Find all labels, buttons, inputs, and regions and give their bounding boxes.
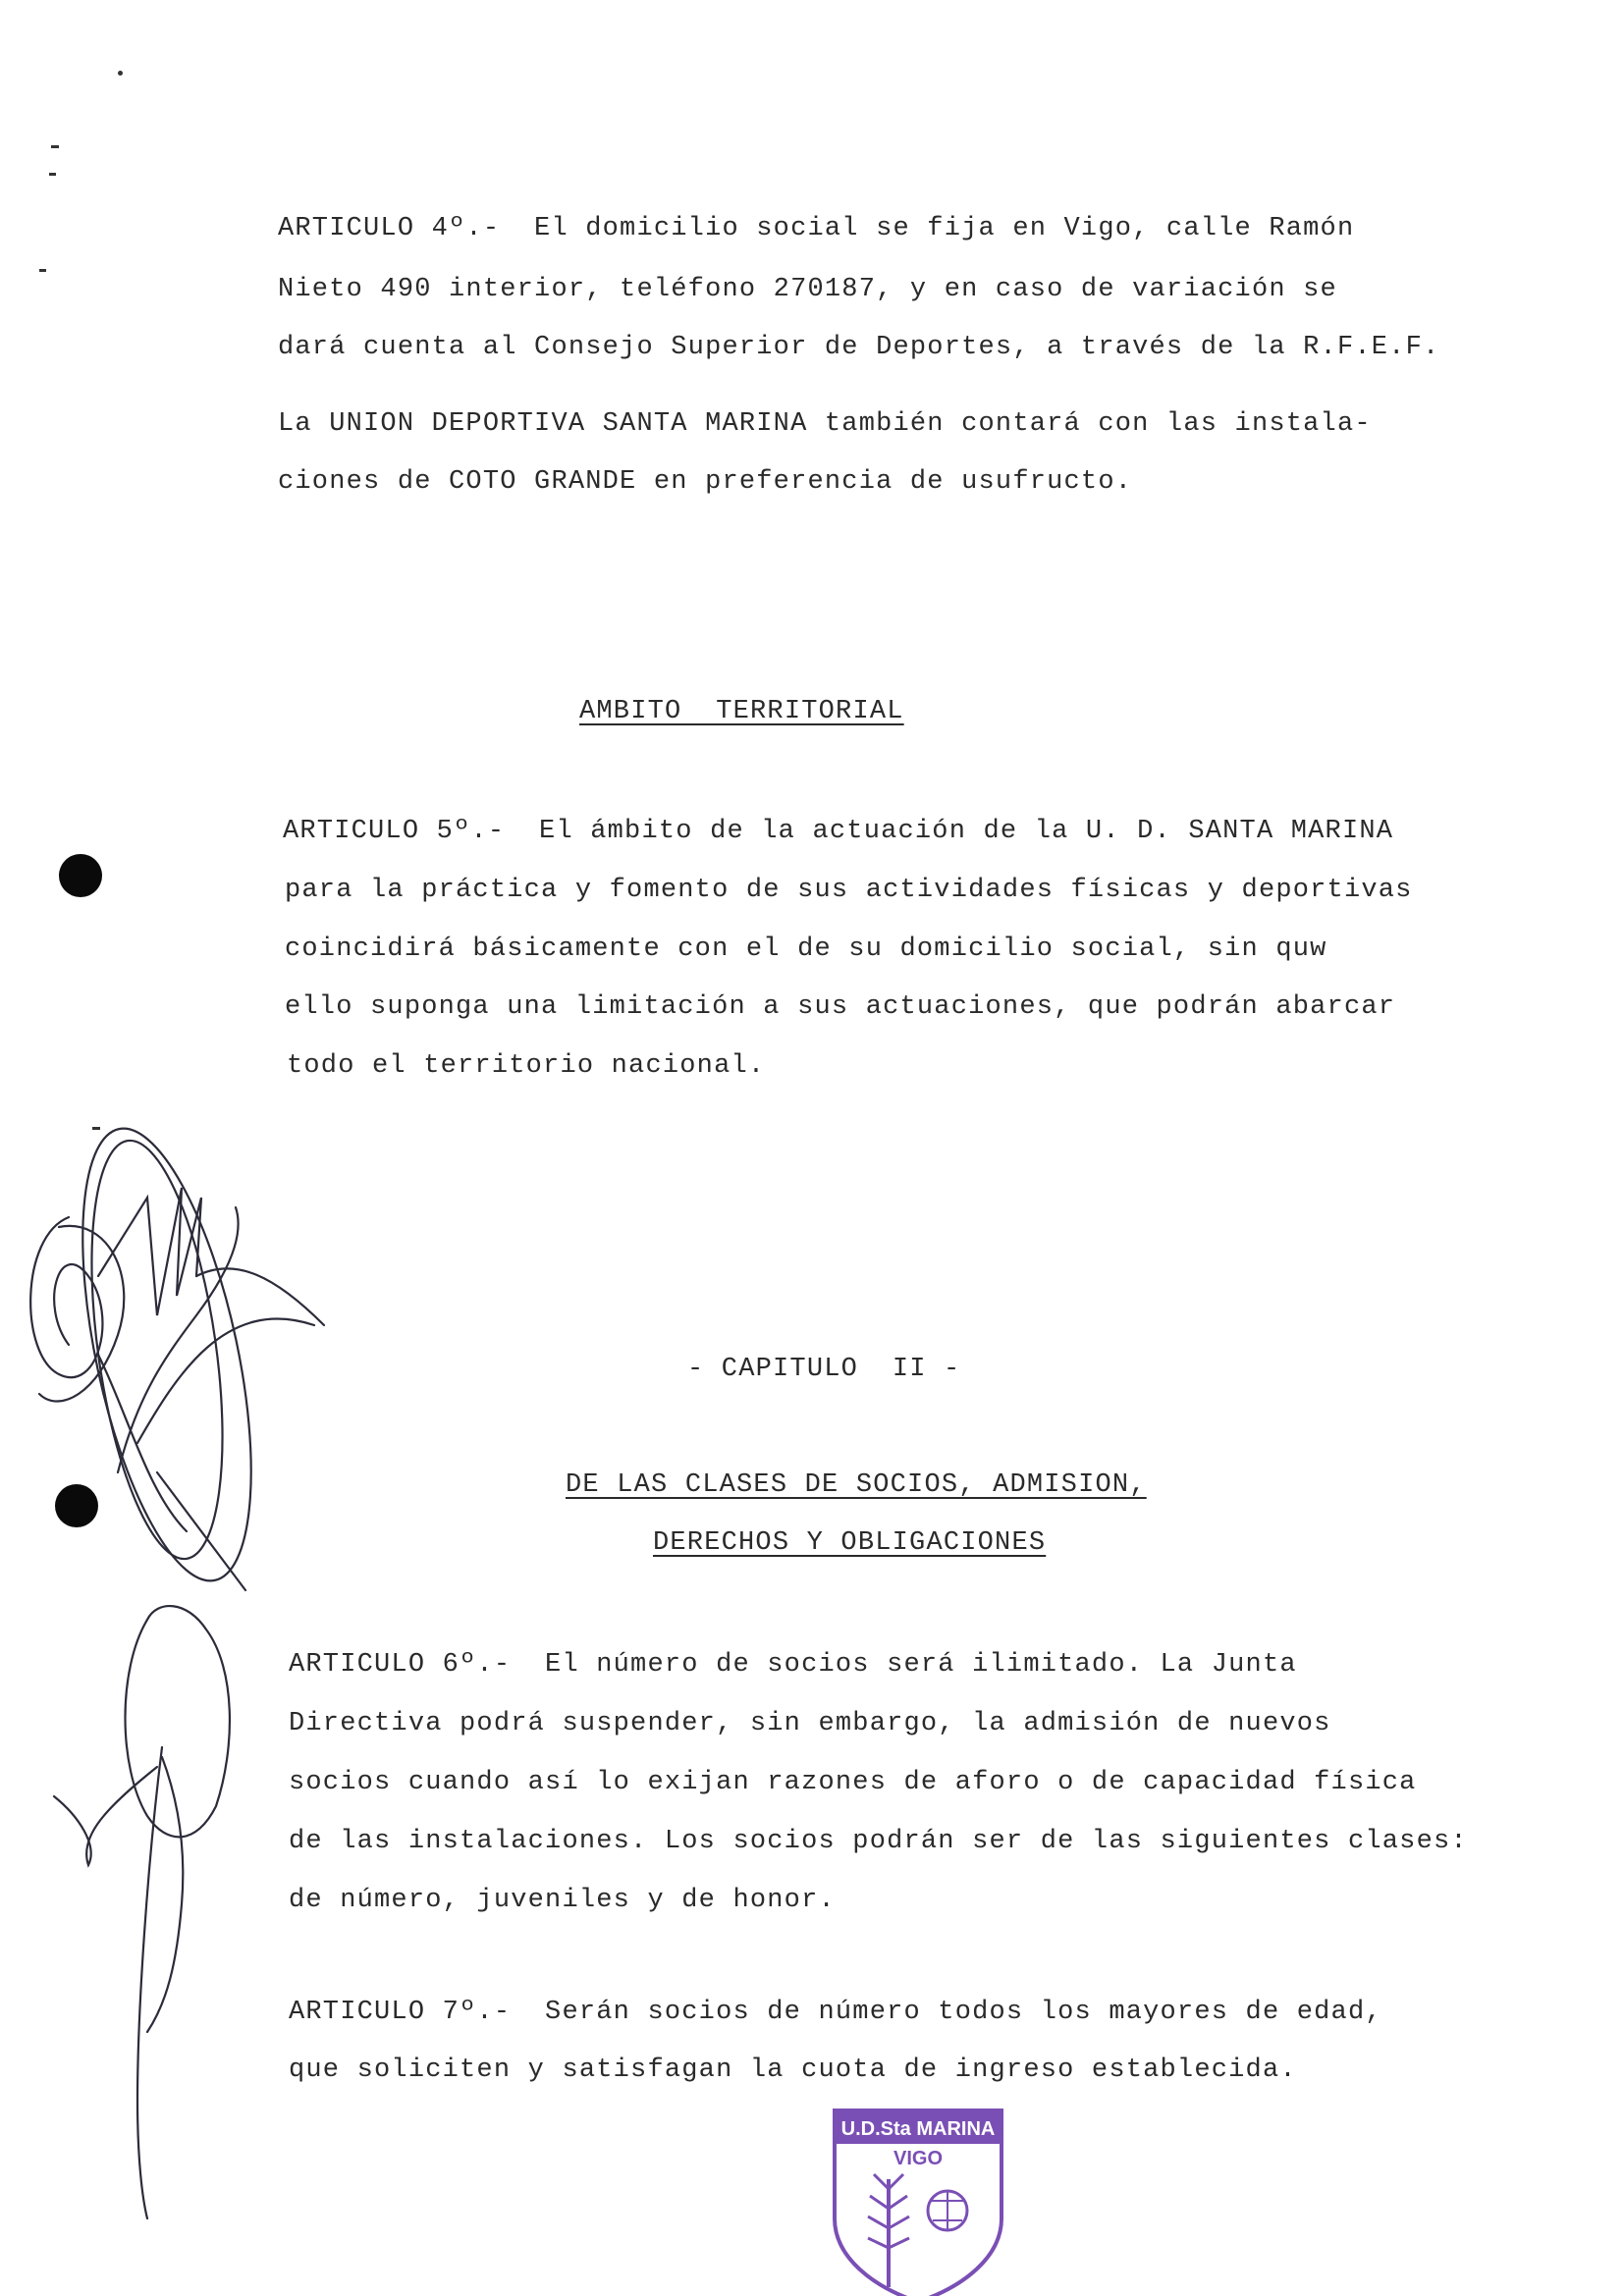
ambito-territorial-heading: AMBITO TERRITORIAL — [579, 697, 904, 726]
chapter-subtitle-line-1: DE LAS CLASES DE SOCIOS, ADMISION, — [566, 1470, 1147, 1500]
stamp-text-top: U.D.Sta MARINA — [840, 2118, 996, 2140]
article-4-line-2: Nieto 490 interior, teléfono 270187, y en caso de variación se — [278, 275, 1337, 304]
article-7-line-2: que soliciten y satisfagan la cuota de ingreso establecida. — [289, 2056, 1297, 2085]
article-5-line-1: ARTICULO 5º.- El ámbito de la actuación de la U. D. SANTA MARINA — [283, 817, 1394, 846]
article-6-line-1: ARTICULO 6º.- El número de socios será ilimitado. La Junta — [289, 1650, 1297, 1680]
article-7-line-1: ARTICULO 7º.- Serán socios de número todos los mayores de edad, — [289, 1998, 1382, 2027]
chapter-title: - CAPITULO II - — [687, 1355, 961, 1384]
article-6-line-3: socios cuando así lo exijan razones de aforo o de capacidad física — [289, 1768, 1417, 1797]
stamp-ball-seams — [931, 2191, 964, 2230]
article-5-line-4: ello suponga una limitación a sus actuaciones, que podrán abarcar — [285, 992, 1396, 1022]
chapter-subtitle-line-2: DERECHOS Y OBLIGACIONES — [653, 1528, 1047, 1558]
article-4-line-4: La UNION DEPORTIVA SANTA MARINA también contará con las instala- — [278, 409, 1372, 439]
article-6-line-5: de número, juveniles y de honor. — [289, 1886, 836, 1915]
article-4-line-1: ARTICULO 4º.- El domicilio social se fija en Vigo, calle Ramón — [278, 214, 1355, 243]
article-5-line-5: todo el territorio nacional. — [287, 1051, 766, 1081]
article-4-line-3: dará cuenta al Consejo Superior de Deportes, a través de la R.F.E.F. — [278, 333, 1440, 362]
article-5-line-3: coincidirá básicamente con el de su domicilio social, sin quw — [285, 934, 1327, 964]
article-6-line-4: de las instalaciones. Los socios podrán ser de las siguientes clases: — [289, 1827, 1468, 1856]
stamp-text-city: VIGO — [893, 2148, 944, 2169]
article-6-line-2: Directiva podrá suspender, sin embargo, la admisión de nuevos — [289, 1709, 1331, 1738]
article-4-line-5: ciones de COTO GRANDE en preferencia de usufructo. — [278, 467, 1133, 497]
article-5-line-2: para la práctica y fomento de sus actividades físicas y deportivas — [285, 876, 1413, 905]
